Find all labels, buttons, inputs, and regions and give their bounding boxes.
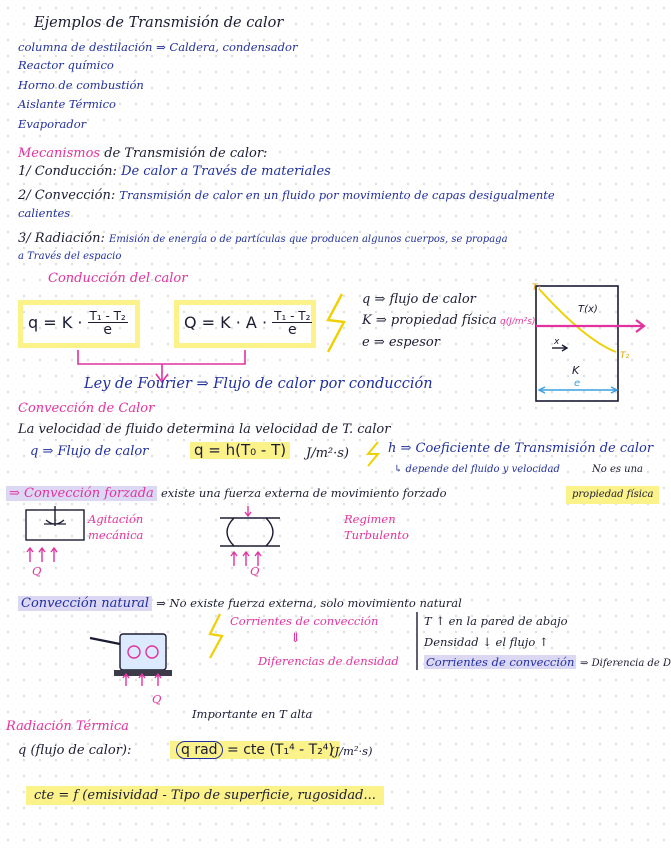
example-item: Evaporador	[18, 117, 87, 131]
formula-lhs: q = K ·	[28, 313, 83, 332]
temperature-up: T ↑ en la pared de abajo	[424, 614, 568, 628]
density-differences: Diferencias de densidad	[258, 654, 399, 668]
important-high-temp: Importante en T alta	[192, 707, 313, 721]
forced-convection-label: ⇒ Convección forzada	[6, 486, 157, 501]
legend-item: K ⇒ propiedad física	[362, 313, 497, 328]
formula-lhs: Q = K · A ·	[184, 313, 268, 332]
conduction-formula-total	[184, 310, 312, 337]
agitation-label: Agitación mecánica	[88, 512, 144, 542]
no-es-label: No es una	[592, 464, 644, 475]
natural-convection-desc: ⇒ No existe fuerza externa, solo movimiento natural	[156, 596, 462, 610]
forced-convection	[6, 487, 447, 500]
q-label: Q	[32, 564, 42, 578]
mechanisms-heading-rest: de Transmisión de calor:	[104, 146, 268, 161]
q-label: Q	[152, 692, 162, 706]
example-item: Reactor químico	[18, 58, 114, 72]
convection-currents-label: Corrientes de convección	[426, 655, 575, 669]
lightning-bracket	[322, 292, 350, 354]
emissivity-note: cte = f (emisividad - Tipo de superficie, rugosidad...	[26, 786, 384, 805]
diagram-k-label: K	[572, 364, 580, 377]
down-arrow: ⇓	[290, 631, 301, 646]
density-difference-label: ⇒ Diferencia de D	[580, 658, 671, 669]
page-title: Ejemplos de Transmisión de calor	[34, 15, 284, 31]
example-item: Horno de combustión	[18, 78, 144, 92]
legend-item: e ⇒ espesor	[362, 335, 440, 350]
example-item: Aislante Térmico	[18, 97, 116, 111]
radiation-flux-label: q (flujo de calor):	[18, 743, 132, 758]
mechanisms-heading	[18, 147, 267, 160]
radiation-formula-rhs: = cte (T₁⁴ - T₂⁴)	[227, 742, 334, 758]
fraction-numerator: T₁ - T₂	[274, 309, 311, 323]
turbulent-label: Regimen Turbulento	[344, 512, 409, 542]
conduction-heading: Conducción del calor	[48, 271, 188, 286]
density-flow: Densidad ↓ el flujo ↑	[424, 635, 549, 649]
legend-item: q ⇒ flujo de calor	[362, 292, 476, 307]
forced-convection-desc: existe una fuerza externa de movimiento forzado	[160, 486, 447, 500]
diagram-t1-label: T₁	[532, 283, 542, 293]
q-rad: q rad	[176, 741, 223, 759]
fraction	[88, 310, 128, 337]
mechanism-definition: Emisión de energía o de partículas que producen algunos cuerpos, se propaga	[109, 234, 508, 245]
fraction-numerator: T₁ - T₂	[89, 309, 126, 323]
natural-convection-label: Convección natural	[18, 596, 152, 611]
mechanism-label: 2/ Convección:	[18, 188, 116, 203]
mechanism-radiation-cont: a Través del espacio	[18, 251, 122, 262]
mechanism-convection	[18, 189, 555, 202]
fraction-denominator: e	[287, 322, 297, 338]
q-label: Q	[250, 564, 260, 578]
diagram-x-label: x	[554, 337, 560, 347]
convection-flux-label: q ⇒ Flujo de calor	[30, 444, 149, 459]
convection-heading: Convección de Calor	[18, 401, 155, 416]
mechanisms-heading-word: Mecanismos	[18, 146, 101, 161]
convection-units: J/m²·s)	[306, 446, 350, 461]
fourier-law: Ley de Fourier ⇒ Flujo de calor por conducción	[84, 376, 433, 392]
conduction-formula-flux	[28, 310, 128, 337]
convection-formula: q = h(T₀ - T)	[190, 442, 290, 459]
mechanism-definition: De calor a Través de materiales	[121, 164, 331, 179]
h-depends: ↳ depende del fluido y velocidad	[394, 464, 560, 475]
mechanism-label: 1/ Conducción:	[18, 164, 117, 179]
mechanism-label: 3/ Radiación:	[18, 231, 105, 246]
mechanism-conduction	[18, 165, 331, 178]
divider	[414, 612, 420, 670]
diagram-flux-label: q(J/m²s)	[500, 317, 536, 327]
radiation-heading: Radiación Térmica	[6, 719, 129, 734]
diagram-e-label: e	[574, 378, 581, 389]
conduction-wall-diagram	[500, 272, 650, 407]
mechanism-definition: Transmisión de calor en un fluido por movimiento de capas desigualmente	[119, 188, 555, 202]
convection-currents-density	[424, 657, 671, 669]
h-coefficient-label: h ⇒ Coeficiente de Transmisión de calor	[388, 441, 654, 456]
fraction	[272, 310, 312, 337]
diagram-tx-label: T(x)	[578, 304, 598, 315]
radiation-units: (J/m²·s)	[330, 744, 373, 758]
pot-on-flame-icon	[86, 612, 196, 704]
fraction-denominator: e	[103, 322, 112, 338]
convection-line: La velocidad de fluido determina la velocidad de T. calor	[18, 422, 391, 437]
mechanism-convection-cont: calientes	[18, 206, 71, 220]
natural-convection	[18, 597, 462, 610]
lightning-icon	[364, 440, 382, 468]
radiation-formula	[170, 741, 340, 759]
diagram-t2-label: T₂	[620, 351, 630, 361]
example-item: columna de destilación ⇒ Caldera, condensador	[18, 40, 298, 54]
convection-currents: Corrientes de convección	[230, 614, 379, 628]
mechanism-radiation	[18, 232, 508, 245]
physical-property-badge: propiedad física	[566, 486, 659, 504]
lightning-bracket	[206, 612, 226, 660]
